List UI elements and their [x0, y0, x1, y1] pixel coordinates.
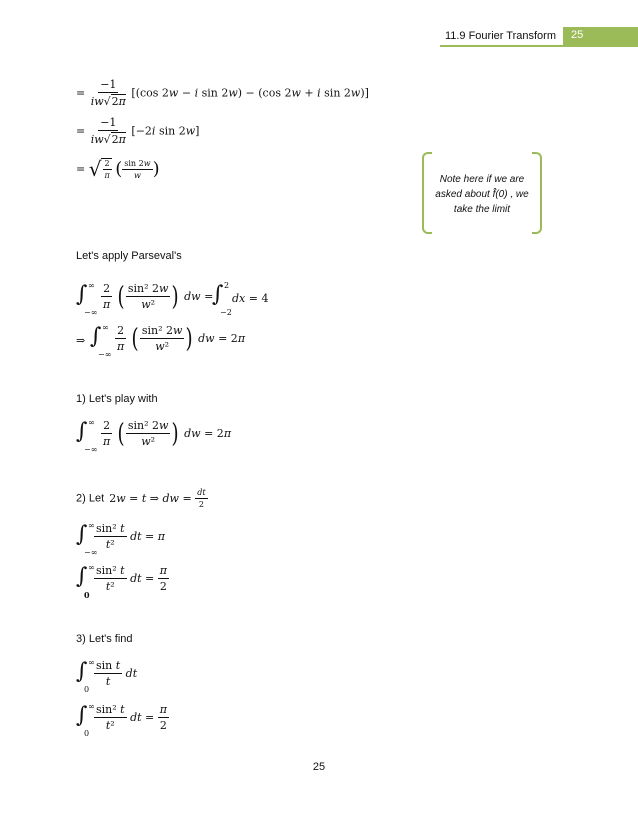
step2-line: 2) Let 2w = t ⇒ dw = $\frac{dt}{2}$ — [76, 488, 206, 509]
equation-line-1: = $\frac{-1}{iw√2\pi}$ [(cos 2w − i sin 2w) − (cos 2w + i sin 2w)] — [76, 78, 369, 108]
equation-line-3: = √ $\frac{2}{\pi}$ ( $\frac{\sin 2w}{w}$ ) — [76, 157, 160, 181]
header-rule — [440, 45, 638, 47]
side-note: Note here if we are asked about f̂(0) , we take the limit — [435, 174, 529, 215]
page-badge: 25 — [563, 27, 638, 45]
equation-parseval-2: ⇒ ∫ ∞ −∞ $\frac{2}{\pi}$ ( $\frac{\text{sin² 2w}}{\text{w²}}$ ) dw = 2π — [76, 323, 246, 359]
header-title: 11.9 Fourier Transform — [444, 30, 556, 42]
equation-step3b: ∫ ∞ 0 $\frac{\text{sin² t}}{\text{t²}}$ dt = $\frac{\pi}{2}$ — [76, 702, 167, 738]
step3-label: 3) Let's find — [76, 633, 133, 645]
parseval-label: Let's apply Parseval's — [76, 250, 182, 262]
equation-parseval-1: ∫ ∞ −∞ $\frac{2}{\pi}$ ( $\frac{\text{sin² 2w}}{\text{w²}}$ ) dw = ∫ 2 −2 dx = 4 — [76, 281, 269, 317]
equation-step3a: ∫ ∞ 0 $\frac{\text{sin t}}{t}$ dt — [76, 658, 138, 694]
step1-label: 1) Let's play with — [76, 393, 158, 405]
equation-step1: ∫ ∞ −∞ $\frac{2}{\pi}$ ( $\frac{\text{sin² 2w}}{\text{w²}}$ ) dw = 2π — [76, 418, 232, 454]
equation-line-2: = $\frac{-1}{iw√2\pi}$ [−2i sin 2w] — [76, 116, 200, 146]
equation-step2b: ∫ ∞ 0 $\frac{\text{sin² t}}{\text{t²}}$ dt = $\frac{\pi}{2}$ — [76, 563, 167, 600]
equation-step2a: ∫ ∞ −∞ $\frac{\text{sin² t}}{\text{t²}}$ dt = π — [76, 521, 165, 557]
page-number: 25 — [312, 761, 326, 773]
